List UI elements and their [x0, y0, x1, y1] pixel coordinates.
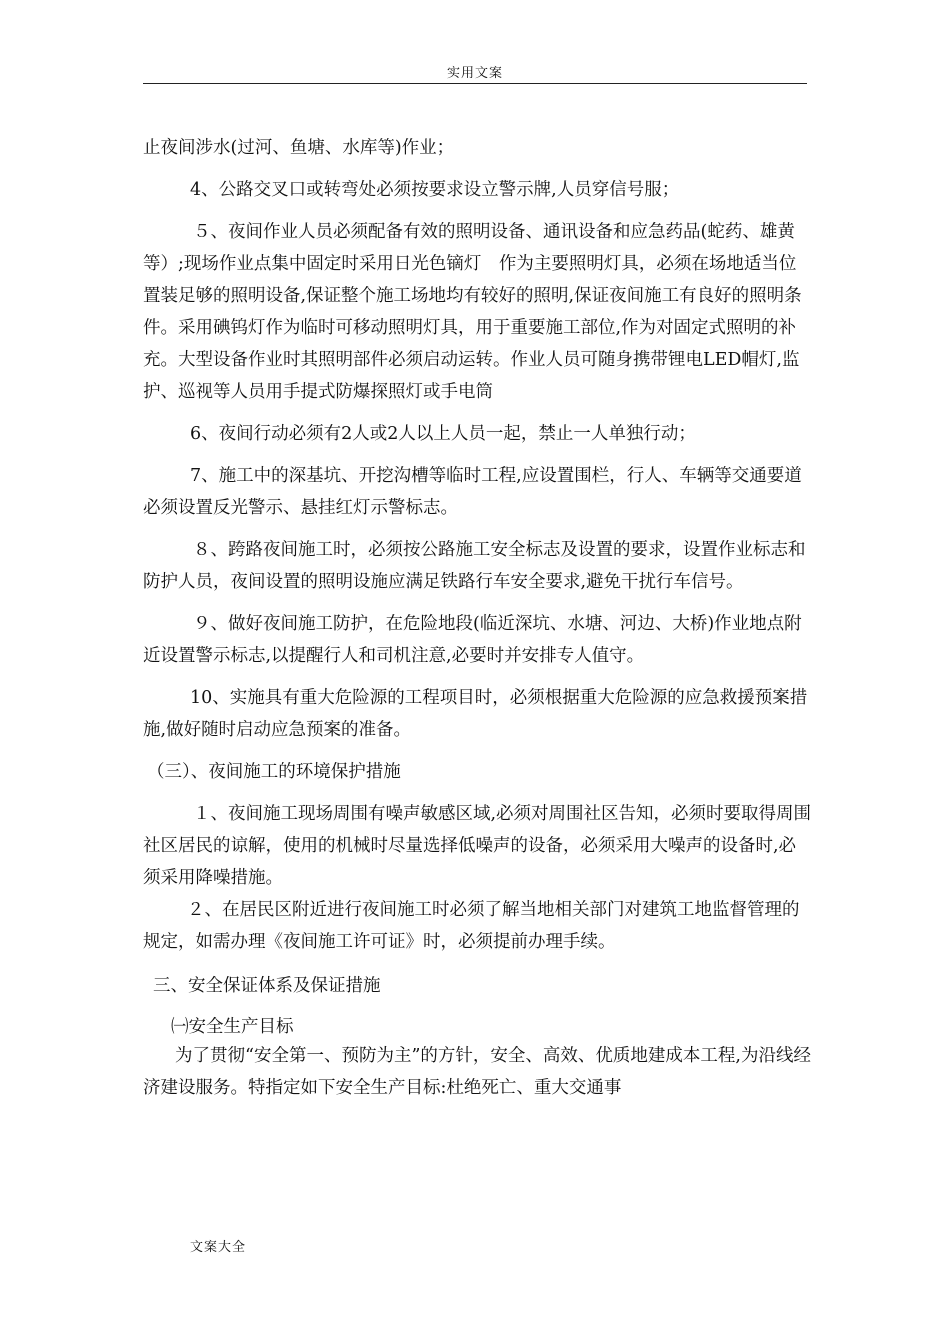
paragraph-item-6: 6、夜间行动必须有2人或2人以上人员一起，禁止一人单独行动；	[190, 424, 696, 444]
section-heading-environment: （三）、夜间施工的环境保护措施	[147, 762, 401, 782]
page-header-title: 实用文案	[446, 66, 503, 81]
document-body	[143, 132, 813, 1104]
chapter-heading-safety: 三、安全保证体系及保证措施	[153, 976, 381, 996]
paragraph-item-8: ８、跨路夜间施工时，必须按公路施工安全标志及设置的要求，设置作业标志和防护人员，夜间设置的照明设施应满足铁路行车安全要求,避免干扰行车信号。	[143, 540, 806, 592]
paragraph-item-10: 10、实施具有重大危险源的工程项目时，必须根据重大危险源的应急救援预案措施,做好随时启动应急预案的准备。	[143, 688, 808, 740]
subheading-safety-target: ㈠安全生产目标	[171, 1017, 294, 1037]
paragraph-continuation: 止夜间涉水(过河、鱼塘、水库等)作业；	[143, 138, 455, 158]
paragraph-item-5: ５、夜间作业人员必须配备有效的照明设备、通讯设备和应急药品(蛇药、雄黄等）;现场作业点集中固定时采用日光色镝灯 作为主要照明灯具，必须在场地适当位置装足够的照明设备,保证整个施工场地均有较好的照明,保证夜间施工有良好的照明条件。采用碘钨灯作为临时可移动照明灯具，用于重要施工部位,作为对固定式照明的补充。大型设备作业时其照明部件必须启动运转。作业人员可随身携带锂电LED帽灯,监护、巡视等人员用手提式防爆探照灯或手电筒	[143, 222, 802, 402]
header-divider	[143, 83, 807, 84]
page-footer-text: 文案大全	[190, 1240, 247, 1255]
paragraph-env-1: １、夜间施工现场周围有噪声敏感区域,必须对周围社区告知，必须时要取得周围社区居民的谅解，使用的机械时尽量选择低噪声的设备，必须采用大噪声的设备时,必须采用降噪措施。	[143, 804, 812, 888]
paragraph-item-4: 4、公路交叉口或转弯处必须按要求设立警示牌,人员穿信号服；	[190, 180, 680, 200]
paragraph-item-9: ９、做好夜间施工防护，在危险地段(临近深坑、水塘、河边、大桥)作业地点附近设置警示标志,以提醒行人和司机注意,必要时并安排专人值守。	[143, 614, 802, 666]
paragraph-item-7: 7、施工中的深基坑、开挖沟槽等临时工程,应设置围栏，行人、车辆等交通要道必须设置反光警示、悬挂红灯示警标志。	[143, 466, 802, 518]
paragraph-safety-target: 为了贯彻“安全第一、预防为主”的方针，安全、高效、优质地建成本工程,为沿线经济建设服务。特指定如下安全生产目标:杜绝死亡、重大交通事	[143, 1046, 811, 1098]
paragraph-env-2: ２、在居民区附近进行夜间施工时必须了解当地相关部门对建筑工地监督管理的规定，如需办理《夜间施工许可证》时，必须提前办理手续。	[143, 900, 800, 952]
